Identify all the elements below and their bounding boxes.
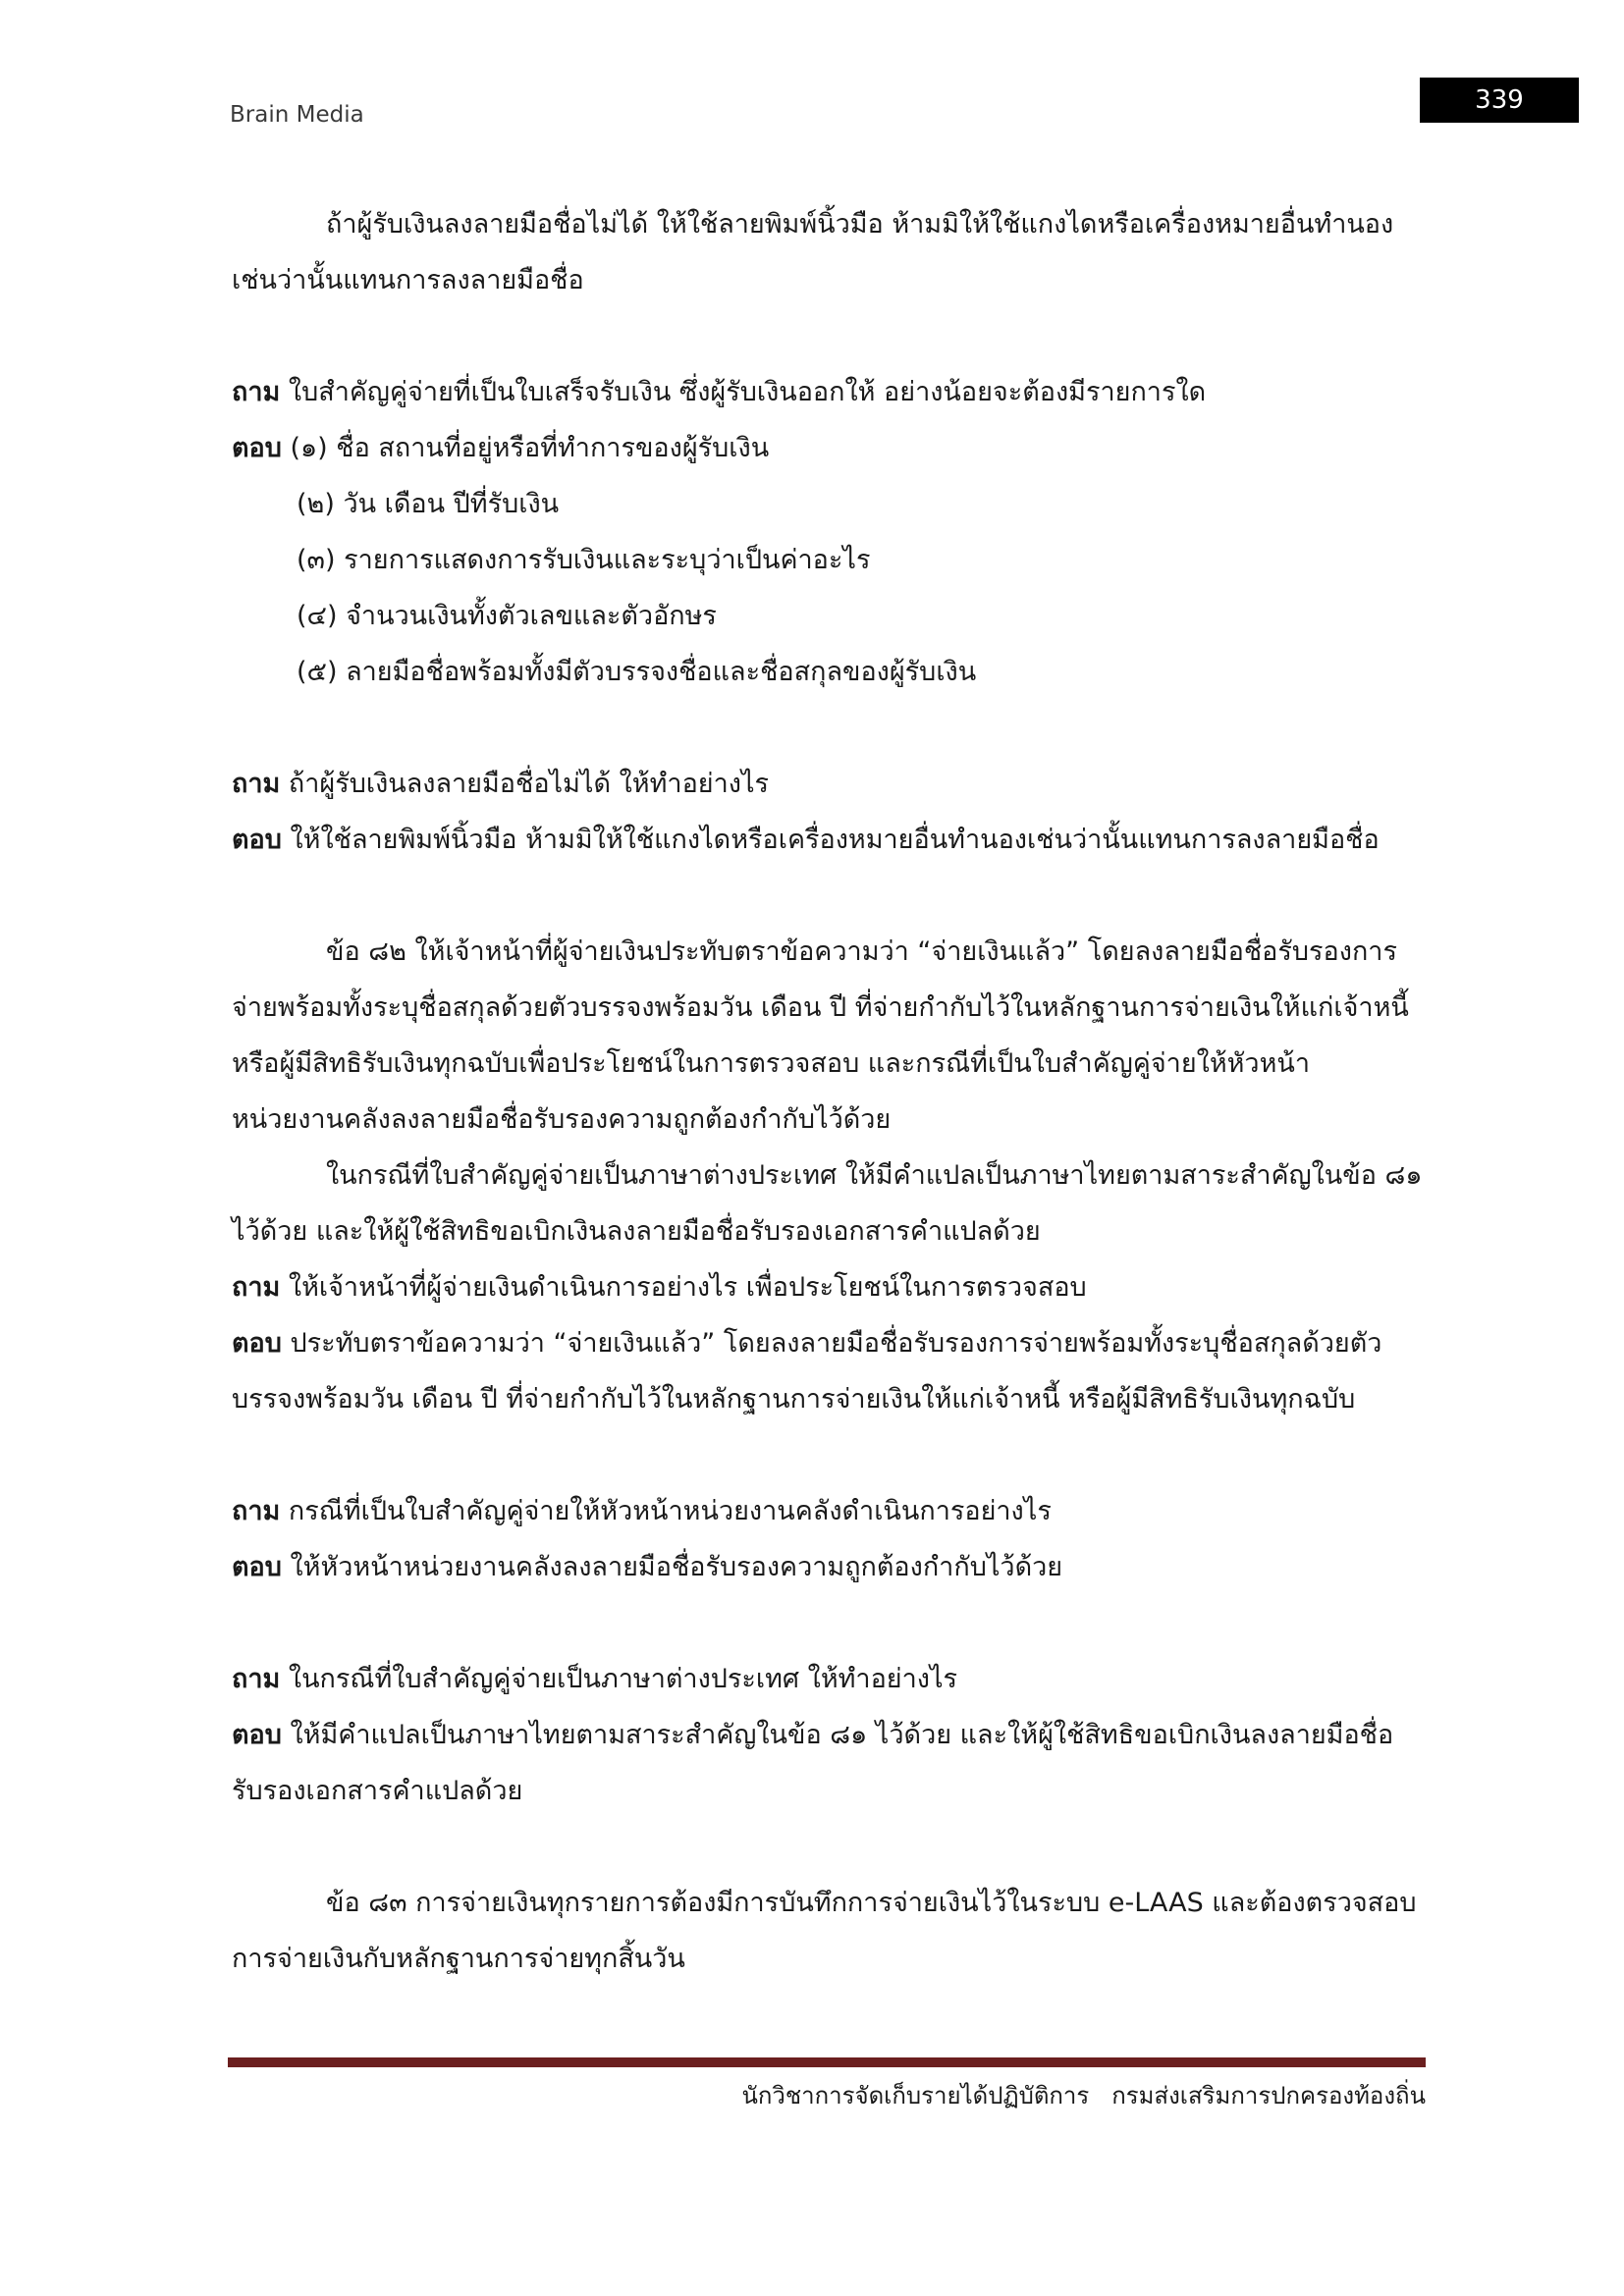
question-line [232,1259,1420,1315]
paragraph-line: ถ้าผู้รับเงินลงลายมือชื่อไม่ได้ ให้ใช้ลายพิมพ์นิ้วมือ ห้ามมิให้ใช้แกงไดหรือเครื่องหมายอื่นทำนอง [326,209,1394,240]
paragraph-line: ในกรณีที่ใบสำคัญคู่จ่ายเป็นภาษาต่างประเทศ ให้มีคำแปลเป็นภาษาไทยตามสาระสำคัญในข้อ ๘๑ [326,1160,1423,1191]
answer-continuation: รับรองเอกสารคำแปลด้วย [232,1776,523,1806]
answer-text: ประทับตราข้อความว่า “จ่ายเงินแล้ว” โดยลงลายมือชื่อรับรองการจ่ายพร้อมทั้งระบุชื่อสกุลด้วยตัว [290,1328,1382,1359]
question-label: ถาม [232,1496,281,1526]
paragraph-line: จ่ายพร้อมทั้งระบุชื่อสกุลด้วยตัวบรรจงพร้อมวัน เดือน ปี ที่จ่ายกำกับไว้ในหลักฐานการจ่ายเงินให้แก่เจ้าหนี้ [232,992,1409,1023]
paragraph-line: หน่วยงานคลังลงลายมือชื่อรับรองความถูกต้องกำกับไว้ด้วย [232,1104,892,1135]
footer-text: นักวิชาการจัดเก็บรายได้ปฏิบัติการ กรมส่งเสริมการปกครองท้องถิ่น [741,2082,1426,2109]
answer-line [232,1315,1420,1371]
question-label: ถาม [232,769,281,799]
question-text: ใบสำคัญคู่จ่ายที่เป็นใบเสร็จรับเงิน ซึ่งผู้รับเงินออกให้ อย่างน้อยจะต้องมีรายการใด [288,377,1207,407]
question-line [232,1483,1420,1539]
answer-list-item: (๒) วัน เดือน ปีที่รับเงิน [297,489,560,519]
question-label: ถาม [232,1664,281,1694]
answer-label: ตอบ [232,825,282,855]
answer-continuation: บรรจงพร้อมวัน เดือน ปี ที่จ่ายกำกับไว้ในหลักฐานการจ่ายเงินให้แก่เจ้าหนี้ หรือผู้มีสิทธิรับเงินทุกฉบับ [232,1384,1356,1415]
answer-text: ให้ใช้ลายพิมพ์นิ้วมือ ห้ามมิให้ใช้แกงไดหรือเครื่องหมายอื่นทำนองเช่นว่านั้นแทนการลงลายมือชื่อ [290,825,1380,855]
question-text: ในกรณีที่ใบสำคัญคู่จ่ายเป็นภาษาต่างประเทศ ให้ทำอย่างไร [288,1664,958,1694]
paragraph-line: เช่นว่านั้นแทนการลงลายมือชื่อ [232,265,584,295]
header-brand: Brain Media [230,102,364,128]
page-body [232,196,1423,1987]
paragraph-line: ข้อ ๘๒ ให้เจ้าหน้าที่ผู้จ่ายเงินประทับตราข้อความว่า “จ่ายเงินแล้ว” โดยลงลายมือชื่อรับรองการ [326,936,1397,967]
answer-label: ตอบ [232,1328,282,1359]
answer-line [232,1707,1420,1763]
question-line [232,1651,1420,1707]
paragraph-line: การจ่ายเงินกับหลักฐานการจ่ายทุกสิ้นวัน [232,1944,685,1974]
answer-line [232,420,1420,476]
question-line [232,756,1420,812]
answer-text: ให้หัวหน้าหน่วยงานคลังลงลายมือชื่อรับรองความถูกต้องกำกับไว้ด้วย [290,1552,1063,1582]
page-number: 339 [1420,78,1579,123]
answer-label: ตอบ [232,1552,282,1582]
answer-line [232,812,1420,868]
answer-list-item: (๕) ลายมือชื่อพร้อมทั้งมีตัวบรรจงชื่อและชื่อสกุลของผู้รับเงิน [297,657,977,687]
question-text: กรณีที่เป็นใบสำคัญคู่จ่ายให้หัวหน้าหน่วยงานคลังดำเนินการอย่างไร [288,1496,1052,1526]
question-text: ให้เจ้าหน้าที่ผู้จ่ายเงินดำเนินการอย่างไร เพื่อประโยชน์ในการตรวจสอบ [288,1272,1087,1303]
paragraph-line: ข้อ ๘๓ การจ่ายเงินทุกรายการต้องมีการบันทึกการจ่ายเงินไว้ในระบบ e-LAAS และต้องตรวจสอบ [326,1888,1417,1918]
question-text: ถ้าผู้รับเงินลงลายมือชื่อไม่ได้ ให้ทำอย่างไร [288,769,770,799]
footer-rule [228,2057,1426,2067]
question-line [232,364,1420,420]
answer-line [232,1539,1420,1595]
answer-text: (๑) ชื่อ สถานที่อยู่หรือที่ทำการของผู้รับเงิน [290,433,770,463]
answer-text: ให้มีคำแปลเป็นภาษาไทยตามสาระสำคัญในข้อ ๘๑ ไว้ด้วย และให้ผู้ใช้สิทธิขอเบิกเงินลงลายมือชื่อ [290,1720,1394,1750]
paragraph-line: หรือผู้มีสิทธิรับเงินทุกฉบับเพื่อประโยชน์ในการตรวจสอบ และกรณีที่เป็นใบสำคัญคู่จ่ายให้หัวหน้า [232,1048,1311,1079]
question-label: ถาม [232,377,281,407]
answer-list-item: (๓) รายการแสดงการรับเงินและระบุว่าเป็นค่าอะไร [297,545,871,575]
answer-list-item: (๔) จำนวนเงินทั้งตัวเลขและตัวอักษร [297,601,717,631]
answer-label: ตอบ [232,433,282,463]
paragraph-line: ไว้ด้วย และให้ผู้ใช้สิทธิขอเบิกเงินลงลายมือชื่อรับรองเอกสารคำแปลด้วย [232,1216,1041,1247]
answer-label: ตอบ [232,1720,282,1750]
question-label: ถาม [232,1272,281,1303]
